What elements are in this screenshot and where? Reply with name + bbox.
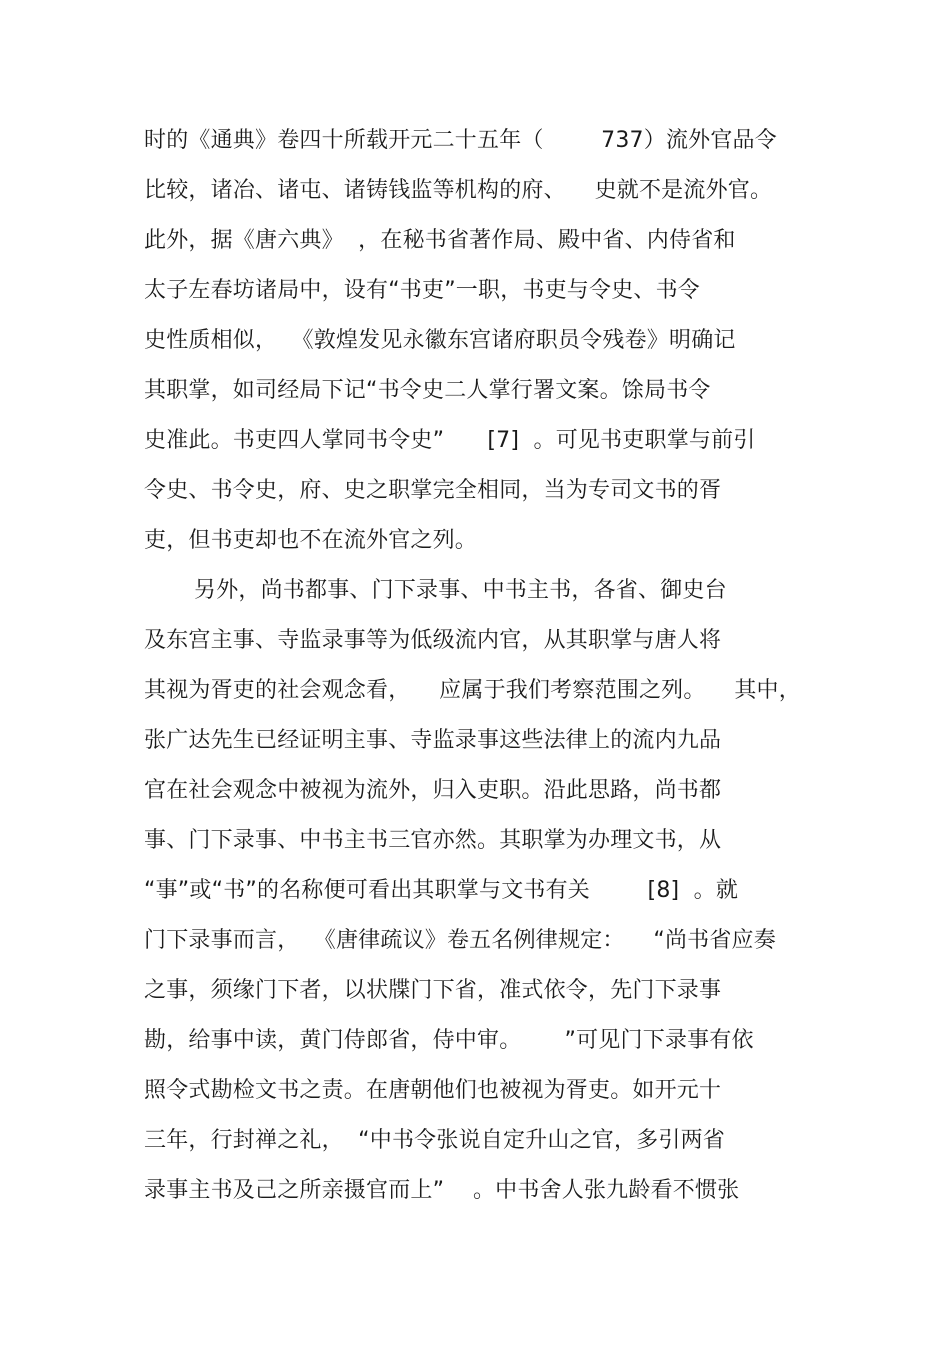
text-line-4: 太子左春坊诸局中，设有“书吏”一职，书吏与令史、书令 — [144, 278, 700, 303]
text-line-7: 史准此。书吏四人掌同书令史” [7] 。可见书吏职掌与前引 — [144, 428, 756, 453]
text-line-15: 事、门下录事、中书主书三官亦然。其职掌为办理文书，从 — [144, 828, 722, 853]
text-line-12: 其视为胥吏的社会观念看， 应属于我们考察范围之列。 其中， — [144, 678, 801, 703]
text-line-16: “事”或“书”的名称便可看出其职掌与文书有关 [8] 。就 — [144, 878, 739, 903]
text-line-17: 门下录事而言， 《唐律疏议》卷五名例律规定： “尚书省应奏 — [144, 928, 776, 953]
paragraph-2-first-line: 另外，尚书都事、门下录事、中书主书，各省、御史台 — [194, 578, 727, 603]
text-line-21: 三年，行封禅之礼， “中书令张说自定升山之官，多引两省 — [144, 1128, 725, 1153]
text-line-13: 张广达先生已经证明主事、寺监录事这些法律上的流内九品 — [144, 728, 722, 753]
text-line-3: 此外，据《唐六典》 ，在秘书省著作局、殿中省、内侍省和 — [144, 228, 736, 253]
text-line-6: 其职掌，如司经局下记“书令史二人掌行署文案。馀局书令 — [144, 378, 711, 403]
text-line-2: 比较，诸冶、诸屯、诸铸钱监等机构的府、 史就不是流外官。 — [144, 178, 773, 203]
text-line-8: 令史、书令史，府、史之职掌完全相同，当为专司文书的胥 — [144, 478, 722, 503]
text-line-14: 官在社会观念中被视为流外，归入吏职。沿此思路，尚书都 — [144, 778, 722, 803]
text-line-11: 及东宫主事、寺监录事等为低级流内官，从其职掌与唐人将 — [144, 628, 722, 653]
text-line-5: 史性质相似， 《敦煌发见永徽东宫诸府职员令残卷》明确记 — [144, 328, 736, 353]
text-line-18: 之事，须缘门下者，以状牒门下省，准式依令，先门下录事 — [144, 978, 722, 1003]
text-line-1: 时的《通典》卷四十所载开元二十五年（ 737）流外官品令 — [144, 128, 777, 153]
text-line-20: 照令式勘检文书之责。在唐朝他们也被视为胥吏。如开元十 — [144, 1078, 722, 1103]
text-line-19: 勘，给事中读，黄门侍郎省，侍中审。 ”可见门下录事有依 — [144, 1028, 754, 1053]
text-line-22: 录事主书及己之所亲摄官而上” 。中书舍人张九龄看不惯张 — [144, 1178, 740, 1203]
text-line-9: 吏，但书吏却也不在流外官之列。 — [144, 528, 478, 553]
